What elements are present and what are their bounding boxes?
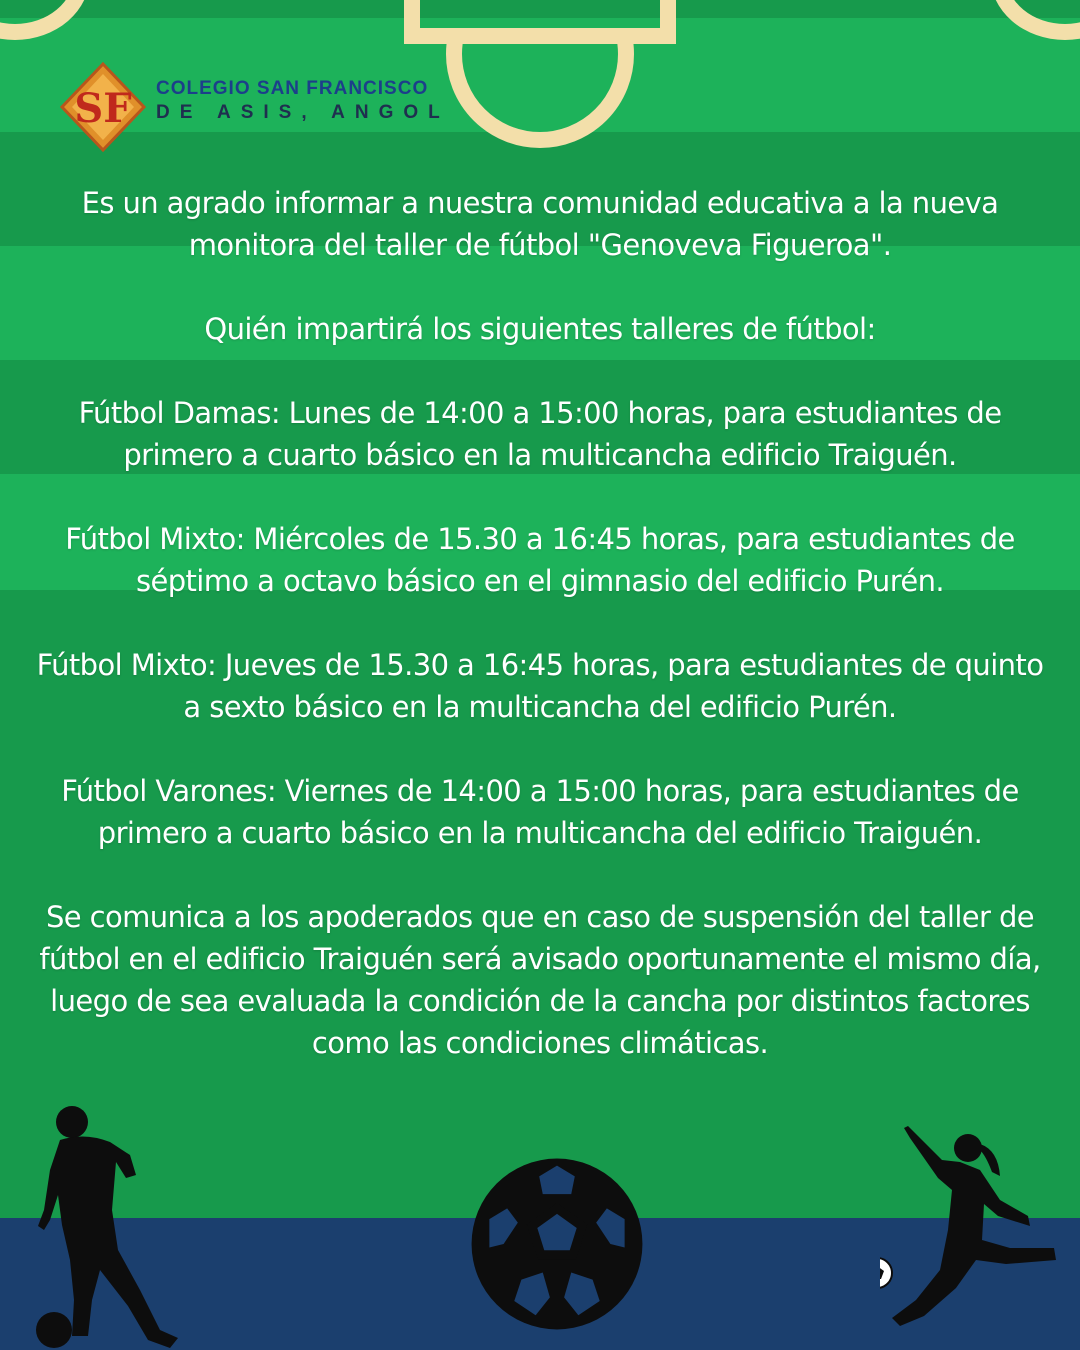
soccer-player-left-icon [30, 1100, 190, 1350]
intro-paragraph: Es un agrado informar a nuestra comunidad educativa a la nueva monitora del taller de fútbol "Genoveva Figueroa". [81, 186, 999, 262]
school-name [156, 78, 450, 126]
soccer-player-right-icon [880, 1120, 1060, 1340]
notice-paragraph: Se comunica a los apoderados que en caso de suspensión del taller de fútbol en el edificio Traiguén será avisado oportunamente el mismo día, luego de sea evaluada la condición de la cancha por distintos factores como las condiciones climáticas. [39, 900, 1041, 1060]
workshop-paragraph: Fútbol Mixto: Jueves de 15.30 a 16:45 horas, para estudiantes de quinto a sexto básico en la multicancha del edificio Purén. [36, 648, 1044, 724]
school-name-line2: DE ASIS, ANGOL [156, 102, 450, 123]
workshop-paragraph: Fútbol Varones: Viernes de 14:00 a 15:00 horas, para estudiantes de primero a cuarto básico en la multicancha del edificio Traiguén. [61, 774, 1019, 850]
goal-area-line [404, 0, 676, 44]
workshop-paragraph: Fútbol Mixto: Miércoles de 15.30 a 16:45 horas, para estudiantes de séptimo a octavo básico en el gimnasio del edificio Purén. [65, 522, 1015, 598]
small-soccer-ball-icon [880, 1258, 892, 1288]
soccer-ball-icon [468, 1155, 646, 1333]
school-logo-icon [58, 62, 148, 152]
announcement-text [30, 182, 1050, 1106]
school-name-line1: COLEGIO SAN FRANCISCO [156, 78, 429, 99]
workshop-paragraph: Fútbol Damas: Lunes de 14:00 a 15:00 horas, para estudiantes de primero a cuarto básico en la multicancha edificio Traiguén. [78, 396, 1002, 472]
svg-text:SF: SF [74, 85, 132, 132]
lead-paragraph: Quién impartirá los siguientes talleres de fútbol: [204, 312, 876, 346]
